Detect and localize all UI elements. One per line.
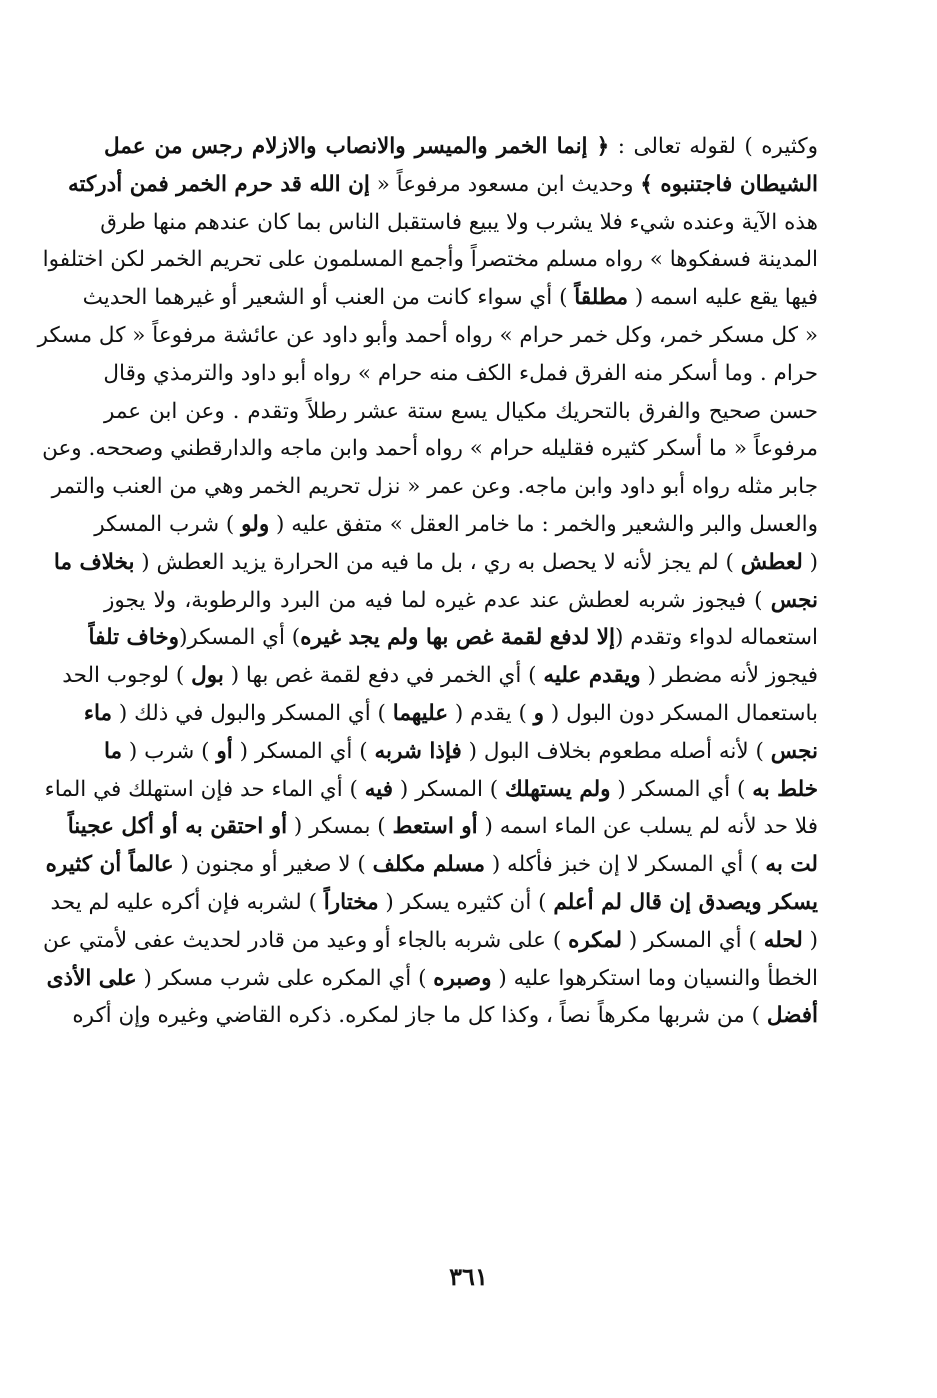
text-segment: ) من شربها مكرهاً نصاً ، وكذا كل ما جاز لمكره. ذكره القاضي وغيره وإن أكره [72, 1003, 767, 1029]
text-segment: ) على شربه بالجاء أو وعيد من قادر لحديث عفى لأمتي عن [42, 927, 569, 953]
text-segment: ) فيجوز شربه لعطش عند عدم غيره لما فيه من البرد والرطوبة، ولا يجوز [104, 587, 771, 613]
bold-text-segment: نجس [770, 587, 818, 613]
text-line [104, 582, 818, 620]
text-segment: ) أي المكره على شرب مسكر ( [136, 965, 434, 991]
bold-text-segment: أو استعط [392, 814, 478, 840]
bold-text-segment: مسلم مكلف [372, 852, 485, 878]
text-segment: ) أي المسكر ( [610, 776, 753, 802]
text-segment: استعماله لدواء وتقدم ( [615, 625, 818, 651]
text-segment: ) أي سواء كانت من العنب أو الشعير أو غيرهما الحديث [82, 285, 575, 311]
bold-text-segment: عالماً أن كثيره [45, 852, 174, 878]
bold-text-segment: على الأذى [46, 965, 137, 991]
bold-text-segment: ﴿ إنما الخمر والميسر والانصاب والازلام رجس من عمل [104, 134, 610, 159]
text-segment: ) شرب ( [122, 738, 217, 764]
bold-text-segment: بول [191, 663, 224, 689]
bold-text-segment: فيه [364, 776, 394, 802]
text-line [82, 279, 818, 317]
text-line [50, 884, 818, 922]
bold-text-segment: لعطش [740, 549, 803, 575]
bold-text-segment: أفضل [766, 1003, 818, 1029]
bold-text-segment: لحله [763, 927, 803, 953]
bold-text-segment: لمكره [568, 927, 623, 953]
bold-text-segment: ما [104, 738, 123, 764]
text-segment: « كل مسكر خمر، وكل خمر حرام » رواه أحمد وأبو داود عن عائشة مرفوعاً « كل مسكر [37, 322, 818, 348]
text-line [46, 960, 818, 998]
text-segment: ) لشربه فإن أكره عليه لم يحد [50, 889, 324, 915]
text-line [104, 355, 818, 393]
text-segment: ) لا صغير أو مجنون ( [173, 852, 373, 878]
text-segment: وحديث ابن مسعود مرفوعاً « [369, 171, 641, 197]
text-segment: جابر مثله رواه أبو داود وابن ماجه. وعن عمر « نزل تحريم الخمر وهي من العنب والتمر [51, 474, 818, 500]
text-segment: الخطأ والنسيان وما استكرهوا عليه ( [491, 965, 818, 991]
text-line [72, 997, 818, 1035]
text-segment: ) شرب المسكر [94, 511, 242, 537]
text-segment: ) أي المسكر ( [622, 927, 764, 953]
text-segment: ) أي المسكر( [179, 625, 301, 651]
text-line [62, 657, 818, 695]
text-line [42, 922, 818, 960]
text-segment: ) يقدم ( [448, 700, 534, 726]
text-line [42, 430, 818, 468]
bold-text-segment: و [533, 700, 545, 726]
text-segment: والعسل والبر والشعير والخمر : ما خامر العقل » متفق عليه ( [269, 511, 818, 537]
text-line [68, 166, 818, 204]
body-text [37, 128, 819, 1035]
text-segment: ) المسكر ( [393, 776, 506, 802]
bold-text-segment: أو [216, 738, 233, 764]
text-segment: ) أن كثيره يسكر ( [378, 889, 554, 915]
text-segment: ) أي الماء حد فإن استهلك في الماء [44, 776, 365, 802]
bold-text-segment: إن الله قد حرم الخمر فمن أدركته [68, 171, 370, 197]
text-segment: ) أي المسكر والبول في ذلك ( [112, 700, 393, 726]
bold-text-segment: بخلاف ما [53, 549, 135, 575]
text-segment: ) لأنه أصله مطعوم بخلاف البول ( [461, 738, 771, 764]
text-line [53, 544, 818, 582]
text-segment: ) أي الخمر في دفع لقمة غص بها ( [223, 663, 544, 689]
bold-text-segment: فإذا شربه [374, 738, 462, 764]
text-line [44, 771, 818, 809]
bold-text-segment: عليهما [392, 700, 449, 726]
text-segment: حسن صحيح والفرق بالتحريك مكيال يسع ستة عشر رطلاً وتقدم . وعن ابن عمر [104, 398, 818, 424]
text-segment: ) بمسكر ( [287, 814, 393, 840]
text-segment: ) لم يجز لأنه لا يحصل به ري ، بل ما فيه من الحرارة يزيد العطش ( [134, 549, 741, 575]
text-line [100, 204, 818, 242]
text-line [104, 128, 818, 166]
bold-text-segment: وخاف تلفاً [88, 625, 180, 651]
text-segment: ) لوجوب الحد [62, 663, 192, 689]
bold-text-segment: مختاراً [323, 889, 379, 915]
text-line [42, 241, 818, 279]
text-segment: باستعمال المسكر دون البول ( [544, 700, 818, 726]
text-segment: مرفوعاً « ما أسكر كثيره فقليله حرام » رواه أحمد وابن ماجه والدارقطني وصححه. وعن [42, 436, 818, 462]
text-line [104, 393, 818, 431]
bold-text-segment: وصبره [433, 965, 492, 991]
text-line [37, 317, 818, 355]
page-number: ٣٦١ [449, 1262, 488, 1291]
text-segment: ) أي المسكر ( [232, 738, 375, 764]
text-line [94, 506, 818, 544]
text-segment: ) أي المسكر لا إن خبز فأكله ( [484, 852, 766, 878]
bold-text-segment: يسكر ويصدق إن قال لم أعلم [553, 889, 818, 915]
text-line [104, 733, 818, 771]
bold-text-segment: نجس [770, 738, 819, 764]
text-segment: فيها يقع عليه اسمه ( [628, 285, 818, 311]
text-line [45, 846, 818, 884]
bold-text-segment: ولو [241, 511, 270, 537]
bold-text-segment: مطلقاً [574, 285, 628, 311]
bold-text-segment: خلط به [752, 776, 818, 802]
bold-text-segment: إلا لدفع لقمة غص بها ولم يجد غيره [300, 625, 616, 651]
text-segment: ( [802, 549, 818, 575]
bold-text-segment: لت به [765, 852, 818, 878]
bold-text-segment: الشيطان فاجتنبوه ﴾ [640, 171, 818, 197]
text-line [83, 695, 818, 733]
text-line [88, 619, 818, 657]
bold-text-segment: ويقدم عليه [543, 663, 641, 689]
text-segment: فيجوز لأنه مضطر ( [640, 663, 818, 689]
bold-text-segment: ولم يستهلك [505, 776, 611, 802]
bold-text-segment: أو احتقن به أو أكل عجيناً [67, 814, 288, 840]
text-segment: فلا حد لأنه لم يسلب عن الماء اسمه ( [477, 814, 818, 840]
text-line [51, 468, 818, 506]
text-segment: المدينة فسفكوها » رواه مسلم مختصراً وأجمع المسلمون على تحريم الخمر لكن اختلفوا [42, 247, 818, 273]
text-line [67, 808, 818, 846]
bold-text-segment: ماء [83, 700, 113, 726]
text-segment: ( [802, 927, 818, 953]
text-segment: وكثيره ) لقوله تعالى : [609, 134, 818, 159]
text-segment: هذه الآية وعنده شيء فلا يشرب ولا يبيع فاستقبل الناس بما كان عندهم منها طرق [100, 209, 818, 235]
text-segment: حرام . وما أسكر منه الفرق فملء الكف منه حرام » رواه أبو داود والترمذي وقال [103, 360, 818, 386]
